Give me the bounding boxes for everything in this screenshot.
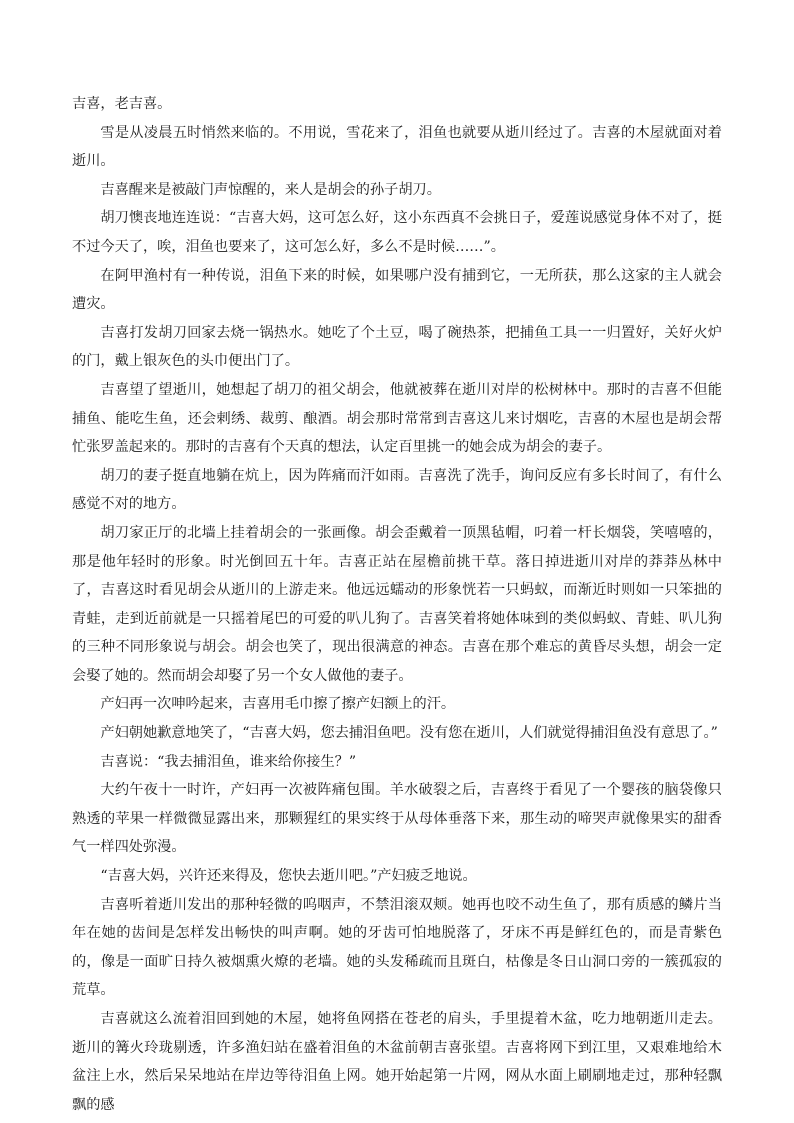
paragraph: 吉喜醒来是被敲门声惊醒的，来人是胡会的孙子胡刀。	[100, 181, 441, 198]
paragraph: 大约午夜十一时许，产妇再一次被阵痛包围。羊水破裂之后，吉喜终于看见了一个婴孩的脑袋像只熟透的苹果一样微微显露出来，那颗猩红的果实终于从母体垂落下来，那生动的啼哭声就像果实的甜香气一样四处弥漫。	[72, 782, 722, 856]
paragraph: 吉喜就这么流着泪回到她的木屋，她将鱼网搭在苍老的肩头，手里提着木盆，吃力地朝逝川走去。逝川的篝火玲珑剔透，许多渔妇站在盛着泪鱼的木盆前朝吉喜张望。吉喜将网下到江里，又艰难地给木盆注上水，然后呆呆地站在岸边等待泪鱼上网。她开始起第一片网，网从水面上刷刷地走过，那种轻飘飘的感	[72, 1011, 722, 1113]
paragraph: 胡刀懊丧地连连说：“吉喜大妈，这可怎么好，这小东西真不会挑日子，爱莲说感觉身体不对了，挺不过今天了，唉，泪鱼也要来了，这可怎么好，多么不是时候……”。	[72, 210, 722, 255]
paragraph: “吉喜大妈，兴许还来得及，您快去逝川吧。”产妇疲乏地说。	[100, 868, 477, 885]
body-text	[72, 90, 722, 1119]
paragraph: 胡刀家正厅的北墙上挂着胡会的一张画像。胡会歪戴着一顶黑毡帽，叼着一杆长烟袋，笑嘻嘻的，那是他年轻时的形象。时光倒回五十年。吉喜正站在屋檐前挑干草。落日掉进逝川对岸的莽莽丛林中了，吉喜这时看见胡会从逝川的上游走来。他远远蠕动的形象恍若一只蚂蚁，而渐近时则如一只笨拙的青蛙，走到近前就是一只摇着尾巴的可爱的叭儿狗了。吉喜笑着将她体味到的类似蚂蚁、青蛙、叭儿狗的三种不同形象说与胡会。胡会也笑了，现出很满意的神态。吉喜在那个难忘的黄昏尽头想，胡会一定会娶了她的。然而胡会却娶了另一个女人做他的妻子。	[72, 524, 722, 684]
paragraph: 胡刀的妻子挺直地躺在炕上，因为阵痛而汗如雨。吉喜洗了洗手，询问反应有多长时间了，有什么感觉不对的地方。	[72, 467, 722, 513]
paragraph: 产妇朝她歉意地笑了，“吉喜大妈，您去捕泪鱼吧。没有您在逝川，人们就觉得捕泪鱼没有意思了。”	[100, 725, 718, 742]
paragraph: 吉喜望了望逝川，她想起了胡刀的祖父胡会，他就被葬在逝川对岸的松树林中。那时的吉喜不但能捕鱼、能吃生鱼，还会剌绣、裁剪、酿酒。胡会那时常常到吉喜这儿来讨烟吃，吉喜的木屋也是胡会帮忙张罗盖起来的。那时的吉喜有个天真的想法，认定百里挑一的她会成为胡会的妻子。	[72, 381, 722, 456]
paragraph: 吉喜，老吉喜。	[72, 96, 172, 112]
paragraph: 吉喜听着逝川发出的那种轻微的呜咽声，不禁泪滚双颊。她再也咬不动生鱼了，那有质感的鳞片当年在她的齿间是怎样发出畅快的叫声啊。她的牙齿可怕地脱落了，牙床不再是鲜红色的，而是青紫色的，像是一面旷日持久被烟熏火燎的老墙。她的头发稀疏而且斑白，枯像是冬日山洞口旁的一簇孤寂的荒草。	[72, 896, 722, 999]
paragraph: 在阿甲渔村有一种传说，泪鱼下来的时候，如果哪户没有捕到它，一无所获，那么这家的主人就会遭灾。	[72, 267, 722, 313]
paragraph: 雪是从凌晨五时悄然来临的。不用说，雪花来了，泪鱼也就要从逝川经过了。吉喜的木屋就面对着逝川。	[72, 124, 722, 170]
paragraph: 吉喜打发胡刀回家去烧一锅热水。她吃了个土豆，喝了碗热茶，把捕鱼工具一一归置好，关好火炉的门，戴上银灰色的头巾便出门了。	[72, 324, 722, 370]
paragraph: 吉喜说：“我去捕泪鱼，谁来给你接生？”	[100, 753, 357, 770]
paragraph: 产妇再一次呻吟起来，吉喜用毛巾擦了擦产妇额上的汗。	[100, 696, 456, 713]
